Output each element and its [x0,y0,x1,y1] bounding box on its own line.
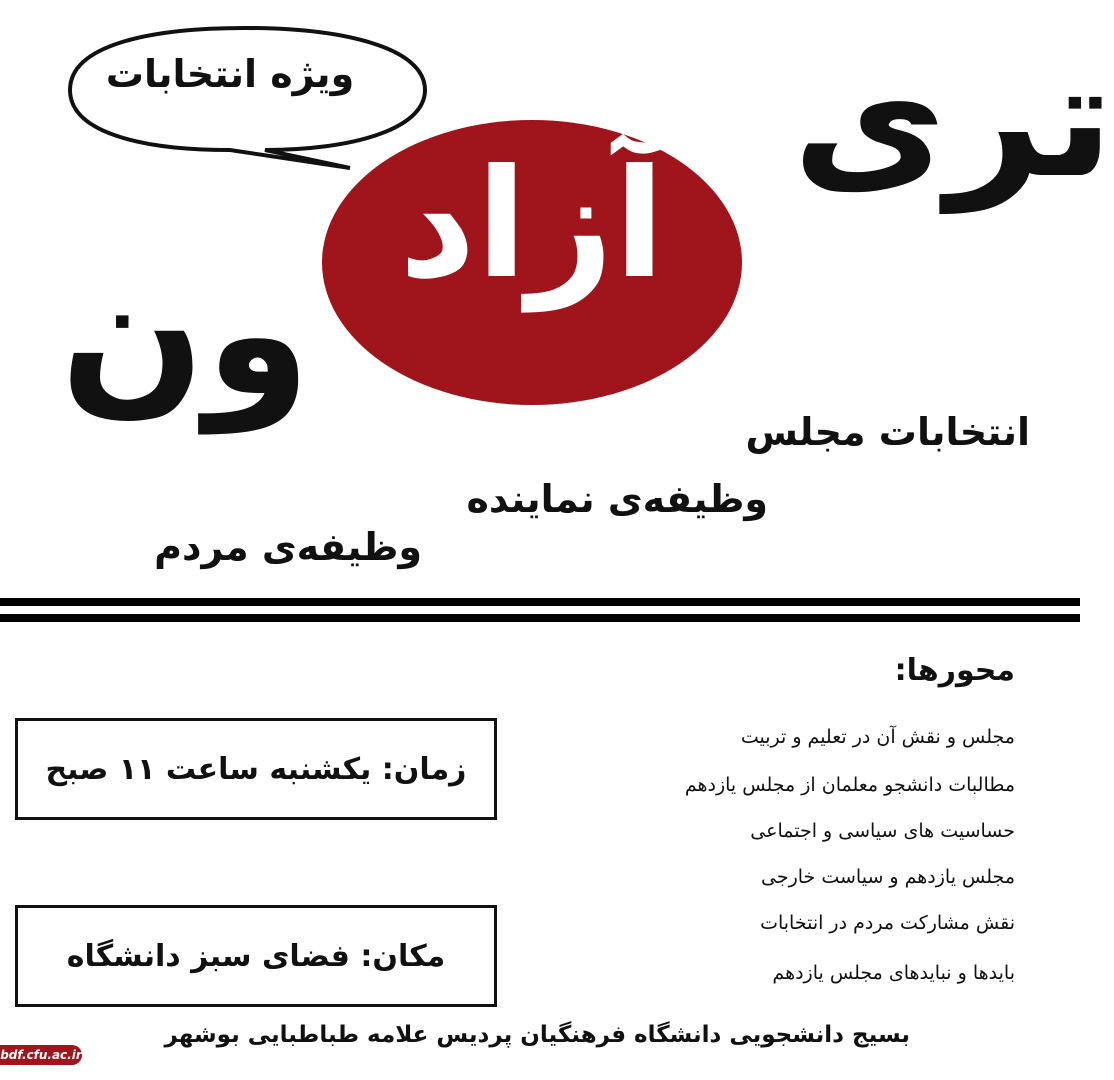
time-text: زمان: یکشنبه ساعت ۱۱ صبح [45,751,467,787]
time-box [15,718,497,820]
topic-item: مطالبات دانشجو معلمان از مجلس یازدهم [684,774,1015,796]
topics-heading: محورها: [894,653,1015,688]
place-text: مکان: فضای سبز دانشگاه [66,938,446,974]
topic-item: مجلس یازدهم و سیاست خارجی [761,866,1015,888]
title-part-left: ون [60,236,311,434]
bubble-text: ویژه انتخابات [105,52,355,96]
topic-item: مجلس و نقش آن در تعلیم و تربیت [740,726,1015,748]
website-badge: bdf.cfu.ac.ir [0,1045,82,1065]
subtitle-people-duty: وظیفه‌ی مردم [154,525,422,569]
title-part-right: تری [792,26,1114,213]
topic-item: نقش مشارکت مردم در انتخابات [760,912,1015,934]
title-part-center: آزاد [398,138,666,312]
subtitle-representative-duty: وظیفه‌ی نماینده [466,477,768,521]
topic-item: حساسیت های سیاسی و اجتماعی [750,820,1015,842]
organizer-footer: بسیج دانشجویی دانشگاه فرهنگیان پردیس علامه طباطبایی بوشهر [164,1022,910,1048]
divider-rule [0,614,1080,622]
topic-item: بایدها و نبایدهای مجلس یازدهم [772,962,1015,984]
divider-rule [0,598,1080,606]
subtitle-parliament-election: انتخابات مجلس [745,410,1030,454]
place-box [15,905,497,1007]
